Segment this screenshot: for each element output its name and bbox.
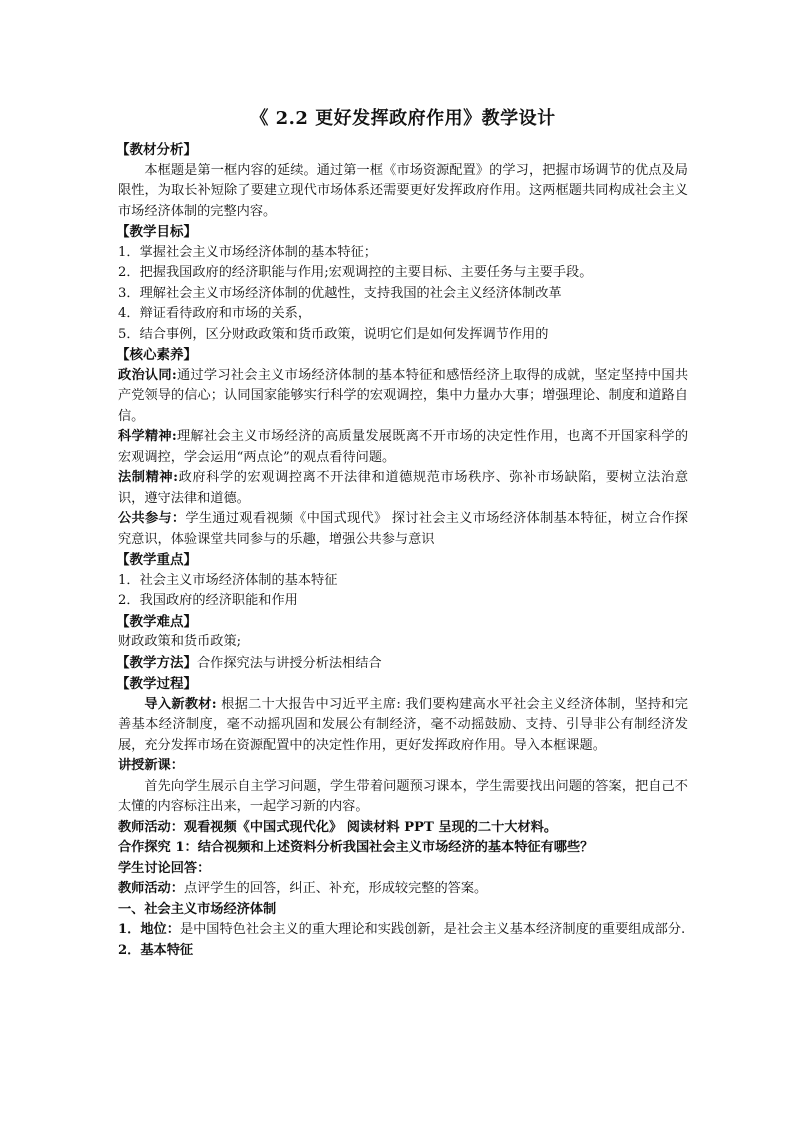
position-label: 1．地位： [118,922,180,937]
lecture-label: 讲授新课： [118,758,184,773]
goal-item: 5．结合事例，区分财政政策和货币政策，说明它们是如何发挥调节作用的 [118,326,549,342]
goal-item: 3．理解社会主义市场经济体制的优越性，支持我国的社会主义经济体制改革 [118,285,562,301]
student-discussion: 学生讨论回答： [118,860,211,876]
intro-text: 根据二十大报告中习近平主席: 我们要构建高水平社会主义经济体制，坚持和完善基本经济制度，毫不动摇巩固和发展公有制经济，毫不动摇鼓励、支持、引导非公有制经济发展，充分发挥市场在资源配置中的决定性作用，更好发挥政府作用。导入本框课题。 [118,696,688,753]
teacher-activity-2 [118,879,688,900]
heading-difficulties: 【教学难点】 [116,613,197,630]
basic-features-heading: 2．基本特征 [118,942,194,958]
document-page [118,100,688,961]
intro-paragraph [118,695,688,757]
literacy-item [118,366,688,428]
literacy-text: 学生通过观看视频《中国式现代》 探讨社会主义市场经济体制基本特征，树立合作探究意识，体验课堂共同参与的乐趣，增强公共参与意识 [118,511,688,547]
teaching-goals-list [118,243,688,346]
cooperative-inquiry-1: 合作探究 1：结合视频和上述资料分析我国社会主义市场经济的基本特征有哪些？ [118,840,594,855]
heading-methods: 【教学方法】 [116,654,197,671]
difficulties-text: 财政政策和货币政策; [118,634,242,649]
teacher-activity-2-label: 教师活动： [118,881,184,896]
key-point-item: 1．社会主义市场经济体制的基本特征 [118,572,338,588]
literacy-label: 公共参与： [118,511,186,526]
part-one-heading: 一、社会主义市场经济体制 [118,901,277,917]
literacy-label: 法制精神: [118,470,179,485]
intro-label: 导入新教材: [144,696,217,712]
literacy-label: 政治认同: [118,367,177,383]
lecture-text: 首先向学生展示自主学习问题，学生带着问题预习课本，学生需要找出问题的答案，把自己不太懂的内容标注出来，一起学习新的内容。 [118,778,688,814]
goal-item: 2．把握我国政府的经济职能与作用;宏观调控的主要目标、主要任务与主要手段。 [118,265,593,280]
literacy-text: 通过学习社会主义市场经济体制的基本特征和感悟经济上取得的成就，坚定坚持中国共产党领导的信心；认同国家能够实行科学的宏观调控，集中力量办大事；增强理论、制度和道路自信。 [118,367,689,424]
teacher-activity-1: 教师活动：观看视频《中国式现代化》 阅读材料 PPT 呈现的二十大材料。 [118,819,558,835]
literacy-text: 理解社会主义市场经济的高质量发展既离不开市场的决定性作用，也离不开国家科学的宏观调控，学会运用“两点论”的观点看待问题。 [118,429,689,465]
textbook-analysis-text: 本框题是第一框内容的延续。通过第一框《市场资源配置》的学习，把握市场调节的优点及局限性，为取长补短除了要建立现代市场体系还需要更好发挥政府作用。这两框题共同构成社会主义市场经济体制的完整内容。 [118,162,688,219]
goal-item: 1．掌握社会主义市场经济体制的基本特征； [118,244,377,260]
literacy-text: 政府科学的宏观调控离不开法律和道德规范市场秩序、弥补市场缺陷，要树立法治意识，遵守法律和道德。 [118,470,689,506]
goal-item: 4．辩证看待政府和市场的关系， [118,306,312,321]
literacy-item [118,427,688,468]
position-paragraph [118,920,688,941]
literacy-label: 科学精神: [118,429,177,444]
position-text: 是中国特色社会主义的重大理论和实践创新，是社会主义基本经济制度的重要组成部分. [179,922,686,937]
heading-process: 【教学过程】 [116,676,197,692]
document-title: 《 2.2 更好发挥政府作用》教学设计 [250,108,556,129]
teacher-activity-2-text: 点评学生的回答，纠正、补充，形成较完整的答案。 [183,881,488,896]
heading-textbook-analysis: 【教材分析】 [116,142,197,158]
key-point-item: 2．我国政府的经济职能和作用 [118,593,298,608]
heading-core-literacy: 【核心素养】 [116,347,197,363]
methods-text: 合作探究法与讲授分析法相结合 [197,655,382,671]
literacy-item [118,509,688,550]
heading-key-points: 【教学重点】 [116,552,197,568]
heading-teaching-goals: 【教学目标】 [116,224,197,240]
methods-line [118,653,688,675]
literacy-item [118,468,688,509]
